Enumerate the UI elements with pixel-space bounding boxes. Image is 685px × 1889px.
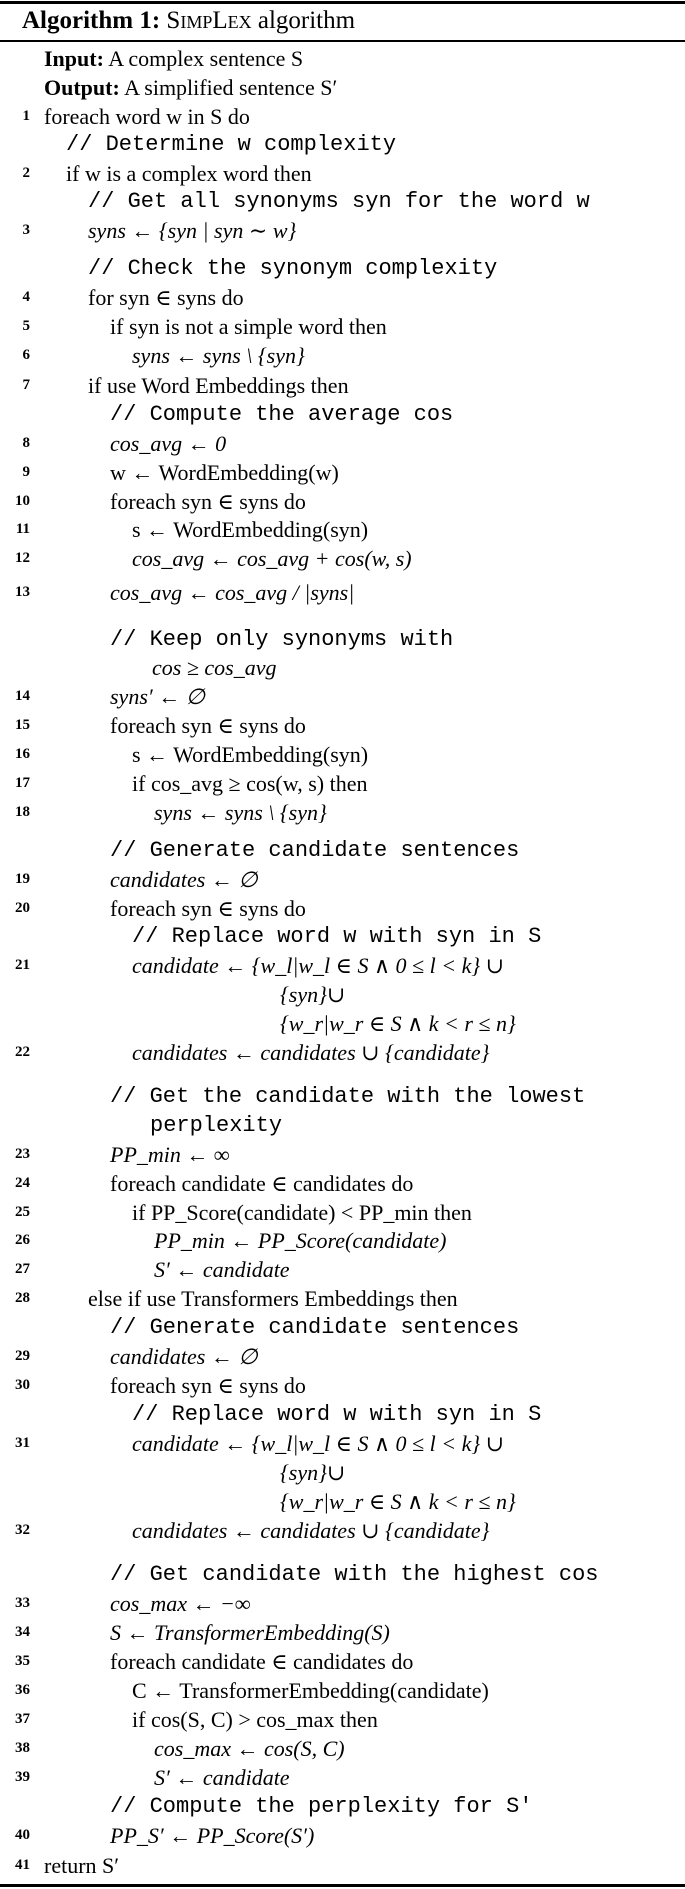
line-text: PP_S′ ← PP_Score(S′) bbox=[110, 1823, 315, 1848]
line-text: PP_min ← PP_Score(candidate) bbox=[154, 1228, 447, 1253]
line-text: if cos_avg ≥ cos(w, s) then bbox=[132, 771, 368, 796]
line-text: foreach syn ∈ syns do bbox=[110, 1373, 306, 1398]
line-number: 14 bbox=[15, 688, 30, 704]
line-number: 27 bbox=[15, 1261, 30, 1277]
line-text: {w_r|w_r ∈ S ∧ k < r ≤ n} bbox=[280, 1011, 516, 1036]
line-text: return S′ bbox=[44, 1853, 120, 1878]
line-text: candidates ← candidates ∪ {candidate} bbox=[132, 1518, 490, 1543]
line-number: 18 bbox=[15, 804, 30, 820]
code-line bbox=[0, 682, 685, 711]
line-text: S ← TransformerEmbedding(S) bbox=[110, 1620, 390, 1645]
line-text: cos_max ← cos(S, C) bbox=[154, 1736, 345, 1761]
line-text: candidates ← ∅ bbox=[110, 867, 258, 892]
line-number: 4 bbox=[22, 289, 30, 305]
code-line bbox=[0, 1458, 685, 1487]
algorithm-label: Algorithm 1: bbox=[22, 7, 161, 34]
code-line bbox=[0, 1516, 685, 1545]
line-text: w ← WordEmbedding(w) bbox=[110, 460, 339, 485]
line-text: S′ ← candidate bbox=[154, 1257, 290, 1282]
line-text: // Determine w complexity bbox=[66, 132, 397, 157]
line-number: 36 bbox=[15, 1682, 30, 1698]
line-text: // Get candidate with the highest cos bbox=[110, 1562, 599, 1587]
line-text: C ← TransformerEmbedding(candidate) bbox=[132, 1678, 489, 1703]
line-number: 25 bbox=[15, 1204, 30, 1220]
code-line bbox=[0, 1676, 685, 1705]
line-text: // Compute the perplexity for S′ bbox=[110, 1794, 533, 1819]
line-number: 29 bbox=[15, 1348, 30, 1364]
line-number: 35 bbox=[15, 1653, 30, 1669]
line-number: 16 bbox=[15, 746, 30, 762]
line-text: cos_avg ← cos_avg + cos(w, s) bbox=[132, 546, 412, 571]
line-number: 20 bbox=[15, 900, 30, 916]
line-number: 8 bbox=[22, 435, 30, 451]
line-number: 15 bbox=[15, 717, 30, 733]
line-number: 40 bbox=[15, 1827, 30, 1843]
code-line bbox=[0, 1487, 685, 1516]
line-number: 21 bbox=[15, 957, 30, 973]
line-text: for syn ∈ syns do bbox=[88, 285, 244, 310]
line-text: candidate ← {w_l|w_l ∈ S ∧ 0 ≤ l < k} ∪ bbox=[132, 953, 505, 978]
line-number: 13 bbox=[15, 584, 30, 600]
line-text: // Replace word w with syn in S bbox=[132, 924, 542, 949]
line-text: foreach candidate ∈ candidates do bbox=[110, 1649, 414, 1674]
algorithm-name-suffix: algorithm bbox=[257, 7, 356, 34]
code-line bbox=[0, 341, 685, 370]
line-number: 1 bbox=[22, 108, 30, 124]
code-line bbox=[0, 1589, 685, 1618]
input-line bbox=[0, 44, 685, 73]
code-line bbox=[0, 1342, 685, 1371]
line-text: foreach candidate ∈ candidates do bbox=[110, 1171, 414, 1196]
code-line bbox=[0, 1429, 685, 1458]
line-text: if cos(S, C) > cos_max then bbox=[132, 1707, 378, 1732]
comment-line bbox=[0, 1400, 685, 1429]
code-line bbox=[0, 1284, 685, 1313]
code-line bbox=[0, 865, 685, 894]
line-number: 28 bbox=[15, 1290, 30, 1306]
line-text: perplexity bbox=[150, 1113, 283, 1138]
line-text: cos_avg ← 0 bbox=[110, 431, 227, 456]
line-text: if use Word Embeddings then bbox=[88, 373, 349, 398]
code-line bbox=[0, 102, 685, 131]
line-text: candidates ← ∅ bbox=[110, 1344, 258, 1369]
code-line bbox=[0, 798, 685, 827]
line-text: // Keep only synonyms with bbox=[110, 627, 454, 652]
line-number: 2 bbox=[22, 165, 30, 181]
comment-line bbox=[0, 254, 685, 283]
comment-line bbox=[0, 1560, 685, 1589]
line-text: // Generate candidate sentences bbox=[110, 1315, 520, 1340]
comment-line bbox=[0, 836, 685, 865]
code-line bbox=[0, 1226, 685, 1255]
line-text: syns ← syns \ {syn} bbox=[154, 800, 327, 825]
code-line bbox=[0, 1821, 685, 1850]
line-number: 19 bbox=[15, 871, 30, 887]
line-number: 12 bbox=[15, 550, 30, 566]
line-number: 23 bbox=[15, 1146, 30, 1162]
code-line bbox=[0, 429, 685, 458]
code-line bbox=[0, 371, 685, 400]
line-number: 11 bbox=[15, 521, 30, 537]
line-text: // Generate candidate sentences bbox=[110, 838, 520, 863]
comment-line bbox=[0, 400, 685, 429]
line-text: {syn}∪ bbox=[280, 1460, 346, 1485]
code-line bbox=[0, 1169, 685, 1198]
line-text: // Get the candidate with the lowest bbox=[110, 1084, 586, 1109]
comment-line bbox=[0, 1313, 685, 1342]
code-line bbox=[0, 283, 685, 312]
algorithm-name: SimpLex bbox=[166, 7, 252, 34]
line-text: foreach syn ∈ syns do bbox=[110, 489, 306, 514]
code-line bbox=[0, 980, 685, 1009]
output-label: Output: bbox=[44, 75, 120, 100]
code-line bbox=[0, 894, 685, 923]
code-line bbox=[0, 1647, 685, 1676]
line-text: candidate ← {w_l|w_l ∈ S ∧ 0 ≤ l < k} ∪ bbox=[132, 1431, 505, 1456]
comment-line bbox=[0, 922, 685, 951]
code-line bbox=[0, 1038, 685, 1067]
line-number: 32 bbox=[15, 1522, 30, 1538]
line-text: foreach syn ∈ syns do bbox=[110, 896, 306, 921]
code-line bbox=[0, 159, 685, 188]
line-text: // Replace word w with syn in S bbox=[132, 1402, 542, 1427]
line-number: 41 bbox=[15, 1857, 30, 1873]
comment-line bbox=[0, 653, 685, 682]
bottom-rule bbox=[0, 1884, 685, 1887]
code-line bbox=[0, 740, 685, 769]
comment-line bbox=[0, 1792, 685, 1821]
line-number: 33 bbox=[15, 1595, 30, 1611]
code-line bbox=[0, 1851, 685, 1880]
comment-line bbox=[0, 1082, 685, 1111]
line-number: 3 bbox=[22, 222, 30, 238]
code-line bbox=[0, 1705, 685, 1734]
line-text: candidates ← candidates ∪ {candidate} bbox=[132, 1040, 490, 1065]
comment-line bbox=[0, 130, 685, 159]
code-line bbox=[0, 458, 685, 487]
output-text: A simplified sentence S′ bbox=[124, 75, 338, 100]
line-text: s ← WordEmbedding(syn) bbox=[132, 517, 369, 542]
line-number: 7 bbox=[22, 377, 30, 393]
line-text: else if use Transformers Embeddings then bbox=[88, 1286, 458, 1311]
code-line bbox=[0, 487, 685, 516]
line-text: // Get all synonyms syn for the word w bbox=[88, 189, 590, 214]
line-text: if w is a complex word then bbox=[66, 161, 312, 186]
code-line bbox=[0, 1763, 685, 1792]
line-text: cos_avg ← cos_avg / |syns| bbox=[110, 580, 355, 605]
line-text: foreach word w in S do bbox=[44, 104, 250, 129]
line-number: 10 bbox=[15, 493, 30, 509]
line-number: 34 bbox=[15, 1624, 30, 1640]
input-text: A complex sentence S bbox=[108, 46, 304, 71]
title-rule bbox=[0, 40, 685, 42]
line-text: cos_max ← −∞ bbox=[110, 1591, 251, 1616]
comment-line bbox=[0, 625, 685, 654]
line-text: {w_r|w_r ∈ S ∧ k < r ≤ n} bbox=[280, 1489, 516, 1514]
code-line bbox=[0, 216, 685, 245]
line-text: cos ≥ cos_avg bbox=[152, 655, 277, 680]
line-number: 38 bbox=[15, 1740, 30, 1756]
input-label: Input: bbox=[44, 46, 104, 71]
code-line bbox=[0, 578, 685, 607]
line-number: 6 bbox=[22, 347, 30, 363]
comment-line bbox=[0, 187, 685, 216]
code-line bbox=[0, 1140, 685, 1169]
line-text: syns′ ← ∅ bbox=[110, 684, 205, 709]
line-text: S′ ← candidate bbox=[154, 1765, 290, 1790]
line-number: 22 bbox=[15, 1044, 30, 1060]
comment-line bbox=[0, 1111, 685, 1140]
line-text: PP_min ← ∞ bbox=[110, 1142, 230, 1167]
code-line bbox=[0, 951, 685, 980]
line-number: 26 bbox=[15, 1232, 30, 1248]
code-line bbox=[0, 1009, 685, 1038]
line-text: if syn is not a simple word then bbox=[110, 314, 387, 339]
code-line bbox=[0, 769, 685, 798]
code-line bbox=[0, 1255, 685, 1284]
line-number: 24 bbox=[15, 1175, 30, 1191]
line-number: 39 bbox=[15, 1769, 30, 1785]
line-number: 9 bbox=[22, 464, 30, 480]
code-line bbox=[0, 1618, 685, 1647]
line-text: s ← WordEmbedding(syn) bbox=[132, 742, 369, 767]
line-text: syns ← syns \ {syn} bbox=[132, 343, 305, 368]
algorithm-title bbox=[22, 4, 355, 38]
line-text: if PP_Score(candidate) < PP_min then bbox=[132, 1200, 472, 1225]
output-line bbox=[0, 73, 685, 102]
line-number: 31 bbox=[15, 1435, 30, 1451]
line-number: 17 bbox=[15, 775, 30, 791]
code-line bbox=[0, 544, 685, 573]
code-line bbox=[0, 515, 685, 544]
line-number: 5 bbox=[22, 318, 30, 334]
code-line bbox=[0, 1371, 685, 1400]
code-line bbox=[0, 1734, 685, 1763]
code-line bbox=[0, 1198, 685, 1227]
line-text: // Check the synonym complexity bbox=[88, 256, 498, 281]
line-number: 37 bbox=[15, 1711, 30, 1727]
code-line bbox=[0, 312, 685, 341]
line-number: 30 bbox=[15, 1377, 30, 1393]
code-line bbox=[0, 711, 685, 740]
line-text: {syn}∪ bbox=[280, 982, 346, 1007]
line-text: syns ← {syn | syn ∼ w} bbox=[88, 218, 297, 243]
line-text: // Compute the average cos bbox=[110, 402, 454, 427]
line-text: foreach syn ∈ syns do bbox=[110, 713, 306, 738]
